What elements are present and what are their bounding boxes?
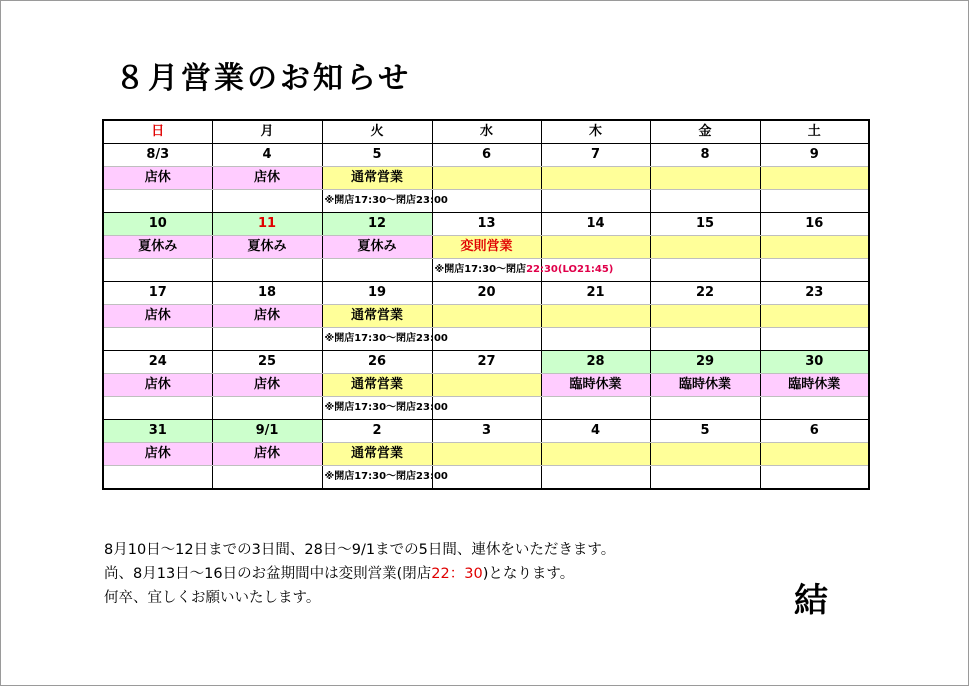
date-cell: 31: [103, 420, 212, 443]
note-empty: [212, 259, 322, 282]
weekday-sat: 土: [760, 120, 869, 144]
status-cell: [432, 305, 541, 328]
week5-date-row: [103, 420, 869, 443]
status-cell: 夏休み: [322, 236, 432, 259]
hours-note: [432, 259, 614, 282]
notice-line-2: [104, 562, 615, 586]
hours-note-text: ※開店17:30～閉店23:00: [324, 471, 448, 482]
note-empty: [650, 466, 760, 490]
date-cell: 6: [760, 420, 869, 443]
date-cell: 24: [103, 351, 212, 374]
date-cell: 23: [760, 282, 869, 305]
status-cell: [650, 167, 760, 190]
note-empty: [432, 190, 541, 213]
note-empty: [212, 190, 322, 213]
date-cell: 13: [432, 213, 541, 236]
note-empty: [541, 397, 650, 420]
hours-note: [322, 466, 448, 490]
weekday-header-row: [103, 120, 869, 144]
week2-status-row: [103, 236, 869, 259]
date-cell: 14: [541, 213, 650, 236]
date-cell: 12: [322, 213, 432, 236]
hours-note: [322, 397, 448, 420]
weekday-fri: 金: [650, 120, 760, 144]
week1-date-row: [103, 144, 869, 167]
weekday-mon: 月: [212, 120, 322, 144]
note-empty: [760, 466, 869, 490]
hours-note-text: [435, 259, 614, 281]
status-cell: 店休: [212, 443, 322, 466]
note-empty: [541, 190, 650, 213]
week4-note-row: [103, 397, 869, 420]
status-cell: 通常営業: [322, 374, 432, 397]
date-cell: 9/1: [212, 420, 322, 443]
status-cell: [541, 167, 650, 190]
status-cell: 店休: [103, 443, 212, 466]
date-cell: 17: [103, 282, 212, 305]
status-cell: 変則営業: [432, 236, 541, 259]
calendar-table: [102, 119, 870, 490]
status-cell: 店休: [212, 167, 322, 190]
hours-note: [322, 190, 448, 213]
shop-logo: 結: [794, 581, 828, 621]
status-cell: [650, 236, 760, 259]
status-cell: 店休: [103, 374, 212, 397]
date-cell: 21: [541, 282, 650, 305]
status-cell: [432, 374, 541, 397]
weekday-thu: 木: [541, 120, 650, 144]
status-cell: [650, 305, 760, 328]
week1-status-row: [103, 167, 869, 190]
date-cell: 22: [650, 282, 760, 305]
week3-status-row: [103, 305, 869, 328]
weekday-tue: 火: [322, 120, 432, 144]
hours-note-text: ※開店17:30～閉店23:00: [324, 333, 448, 344]
status-cell: [432, 167, 541, 190]
hours-note-close-time: 22:30(LO21:45): [526, 264, 614, 275]
date-cell: 30: [760, 351, 869, 374]
date-cell: 15: [650, 213, 760, 236]
hours-note-text: ※開店17:30～閉店23:00: [324, 402, 448, 413]
status-cell: [760, 236, 869, 259]
date-cell: 4: [541, 420, 650, 443]
date-cell: 8/3: [103, 144, 212, 167]
date-cell: 2: [322, 420, 432, 443]
note-empty: [103, 328, 212, 351]
note-empty: [650, 397, 760, 420]
date-cell: 19: [322, 282, 432, 305]
date-cell: 7: [541, 144, 650, 167]
week4-date-row: [103, 351, 869, 374]
date-cell: 29: [650, 351, 760, 374]
status-cell: [541, 305, 650, 328]
status-cell: [760, 167, 869, 190]
status-cell: 通常営業: [322, 305, 432, 328]
week2-note-row: [103, 259, 869, 282]
weekday-sun: 日: [103, 120, 212, 144]
date-cell: 9: [760, 144, 869, 167]
note-empty: [650, 190, 760, 213]
date-cell: 16: [760, 213, 869, 236]
status-cell: 夏休み: [212, 236, 322, 259]
note-empty: [212, 328, 322, 351]
status-cell: [541, 443, 650, 466]
notice-line-2-prefix: 尚、8月13日～16日のお盆期間中は変則営業(閉店: [104, 566, 432, 582]
note-empty: [541, 328, 650, 351]
hours-note-prefix: ※開店17:30～閉店: [434, 264, 527, 275]
notice-text: [104, 538, 615, 610]
status-cell: 店休: [212, 305, 322, 328]
note-empty: [650, 259, 760, 282]
date-cell: 5: [650, 420, 760, 443]
date-cell: 8: [650, 144, 760, 167]
note-empty: [760, 190, 869, 213]
date-cell: 6: [432, 144, 541, 167]
date-cell: 25: [212, 351, 322, 374]
note-empty: [432, 397, 541, 420]
week1-note-row: [103, 190, 869, 213]
note-empty: [103, 190, 212, 213]
status-cell: [650, 443, 760, 466]
hours-note-text: ※開店17:30～閉店23:00: [324, 195, 448, 206]
note-empty: [432, 466, 541, 490]
date-cell: 18: [212, 282, 322, 305]
status-cell: 店休: [103, 167, 212, 190]
status-cell: [432, 443, 541, 466]
status-cell: [760, 443, 869, 466]
date-cell: 4: [212, 144, 322, 167]
status-cell: [541, 236, 650, 259]
week5-status-row: [103, 443, 869, 466]
date-cell: 3: [432, 420, 541, 443]
date-cell: 20: [432, 282, 541, 305]
week3-date-row: [103, 282, 869, 305]
hours-note: [322, 328, 448, 351]
notice-line-3: 何卒、宜しくお願いいたします。: [104, 590, 321, 606]
status-cell: 店休: [103, 305, 212, 328]
weekday-wed: 水: [432, 120, 541, 144]
note-empty: [432, 328, 541, 351]
date-cell: 26: [322, 351, 432, 374]
note-empty: [212, 397, 322, 420]
status-cell: 店休: [212, 374, 322, 397]
date-cell: 5: [322, 144, 432, 167]
note-empty: [541, 466, 650, 490]
status-cell: 通常営業: [322, 443, 432, 466]
notice-line-1: 8月10日～12日までの3日間、28日～9/1までの5日間、連休をいただきます。: [104, 542, 616, 558]
status-cell: 通常営業: [322, 167, 432, 190]
note-empty: [760, 397, 869, 420]
note-empty: [322, 259, 432, 282]
week2-date-row: [103, 213, 869, 236]
note-empty: [103, 397, 212, 420]
note-empty: [103, 466, 212, 490]
status-cell: 臨時休業: [760, 374, 869, 397]
notice-line-2-suffix: )となります。: [482, 566, 575, 582]
page-title: ８月営業のお知らせ: [115, 61, 412, 96]
note-empty: [103, 259, 212, 282]
note-empty: [760, 259, 869, 282]
date-cell: 28: [541, 351, 650, 374]
week4-status-row: [103, 374, 869, 397]
week3-note-row: [103, 328, 869, 351]
note-empty: [650, 328, 760, 351]
week5-note-row: [103, 466, 869, 490]
date-cell: 27: [432, 351, 541, 374]
note-empty: [760, 328, 869, 351]
note-empty: [212, 466, 322, 490]
date-cell: 10: [103, 213, 212, 236]
status-cell: 臨時休業: [650, 374, 760, 397]
notice-close-time: 22：30: [431, 566, 483, 582]
status-cell: 臨時休業: [541, 374, 650, 397]
status-cell: 夏休み: [103, 236, 212, 259]
date-cell: 11: [212, 213, 322, 236]
status-cell: [760, 305, 869, 328]
